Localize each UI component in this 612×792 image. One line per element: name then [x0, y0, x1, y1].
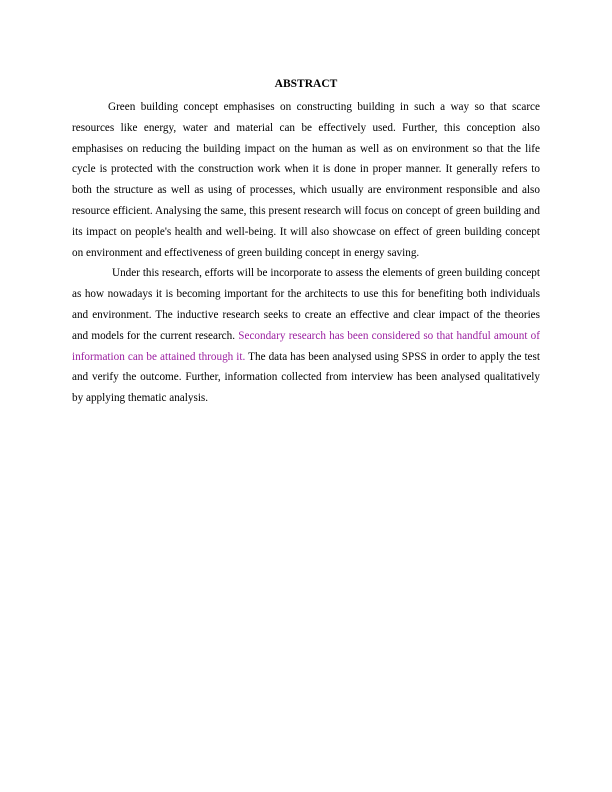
abstract-heading: ABSTRACT: [274, 78, 338, 90]
highlighted-sentence: Secondary research has been considered so that handful amount of information can be attained through it.: [72, 329, 540, 363]
abstract-body: [72, 97, 540, 409]
paragraph-2-text-start: Under this research, efforts will be incorporate to assess the elements of green building concept as how nowadays it is becoming important for the architects to use this for benefiting both individuals and environment. The inductive research seeks to create an effective and clear impact of the theories and models for the current research.: [72, 267, 540, 342]
abstract-paragraph-2: [72, 263, 540, 409]
abstract-paragraph-1: Green building concept emphasises on constructing building in such a way so that scarce resources like energy, water and material can be effectively used. Further, this conception also emphasises on reducing the building impact on the human as well as on environment so that the life cycle is protected with the construction work when it is done in proper manner. It generally refers to both the structure as well as using of processes, which usually are environment responsible and also resource efficient. Analysing the same, this present research will focus on concept of green building and its impact on people's health and well-being. It will also showcase on effect of green building concept on environment and effectiveness of green building concept in energy saving.: [72, 101, 540, 259]
paragraph-2-text-end: The data has been analysed using SPSS in order to apply the test and verify the outcome. Further, information collected from interview has been analysed qualitatively by applying thematic analysis.: [72, 350, 540, 405]
